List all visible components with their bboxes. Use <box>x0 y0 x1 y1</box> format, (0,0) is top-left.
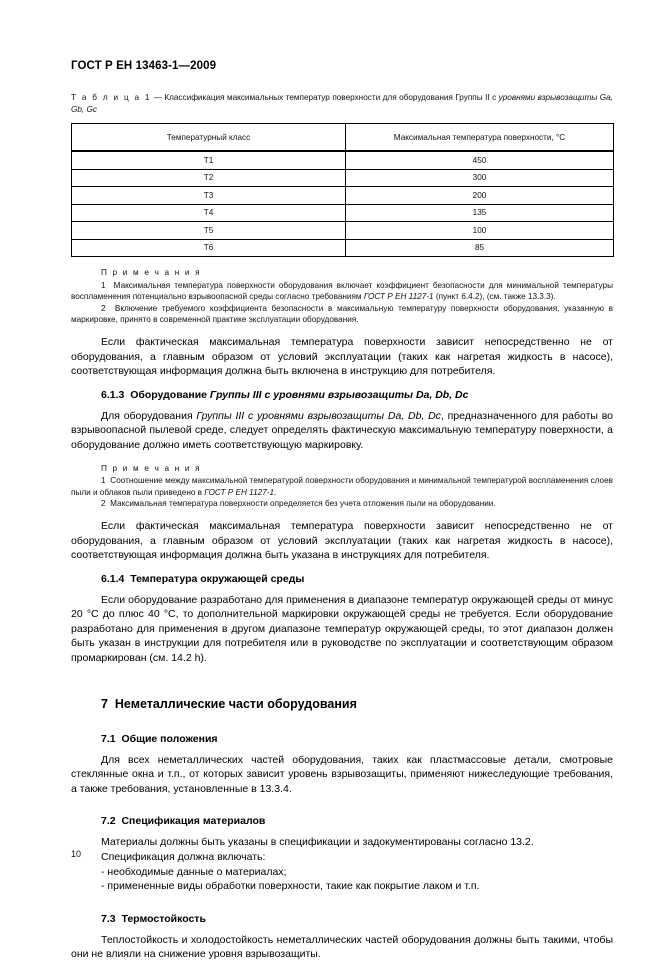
note-text-tail: (пункт 6.4.2), (см. также 13.3.3). <box>433 292 556 302</box>
table-caption <box>71 92 613 116</box>
paragraph-text-b: , предназначенного для работы во взрывоопасной пылевой среде, следует определять фактическую максимальную температуру поверхности, а оборудование должно иметь соответствующую маркировку. <box>71 409 614 451</box>
heading-title: Спецификация материалов <box>121 815 266 828</box>
note-text: Максимальная температура поверхности оборудования включает коэффициент безопасности для минимальной температуры воспламенения потенциально взрывоопасной среды согласно требованиям <box>71 280 613 302</box>
note-text: Максимальная температура поверхности определяется без учета отложения пыли на оборудовании. <box>110 499 496 509</box>
note-text-italic: ГОСТ Р ЕН 1127-1 <box>204 487 275 497</box>
table-header-row <box>72 124 614 152</box>
page-content <box>71 92 613 962</box>
table-cell-class: Т5 <box>72 222 346 240</box>
notes-block-1 <box>71 267 613 326</box>
paragraph-7-2-body-2: Спецификация должна включать: <box>101 851 266 864</box>
paragraph-7-2-body-1: Материалы должны быть указаны в спецификации и задокументированы согласно 13.2. <box>101 836 534 849</box>
table-row <box>72 151 614 169</box>
heading-number: 7 <box>101 696 108 711</box>
heading-section-7 <box>71 696 613 712</box>
heading-7-3 <box>71 912 613 926</box>
note-text-italic: ГОСТ Р ЕН 1127-1 <box>363 292 434 302</box>
table-cell-class: Т3 <box>72 187 346 205</box>
list-item-surface-treatment: - примененные виды обработки поверхности, такие как покрытие лаком и т.п. <box>101 880 480 893</box>
paragraph-7-1-body: Для всех неметаллических частей оборудования, таких как пластмассовые детали, смотровые стеклянные окна и т.п., от которых зависит уровень взрывозащиты, применяют нижеследующие требования, а также требования, установленные в 13.3.4. <box>71 753 613 795</box>
table-row <box>72 239 614 257</box>
note-text: Соотношение между максимальной температурой поверхности оборудования и минимальной температурой воспламенения слоев пыли и облаков пыли приведено в <box>71 476 613 497</box>
table-cell-class: Т6 <box>72 239 346 257</box>
table-cell-temp: 85 <box>346 239 614 257</box>
heading-6-1-4 <box>71 572 613 586</box>
table-caption-text: Классификация максимальных температур поверхности для оборудования Группы II с <box>164 93 499 102</box>
heading-title-italic: Группы III с уровнями взрывозащиты Da, Db, Dc <box>209 388 469 401</box>
note-number: 1 <box>101 280 106 290</box>
table-row <box>72 169 614 187</box>
heading-number: 7.3 <box>101 912 116 925</box>
page-number: 10 <box>71 849 82 859</box>
note-text-tail: . <box>274 487 277 497</box>
table-row <box>72 187 614 205</box>
heading-6-1-3 <box>71 388 613 402</box>
heading-title: Неметаллические части оборудования <box>114 696 357 711</box>
note-number: 2 <box>101 303 106 313</box>
table-row <box>72 222 614 240</box>
heading-number: 7.2 <box>101 815 116 828</box>
note-item <box>71 280 613 303</box>
paragraph-after-table: Если фактическая максимальная температура поверхности зависит непосредственно не от оборудования, а главным образом от условий эксплуатации (таких как нагретая жидкость в насосе), соответствующая информация должна быть включена в инструкцию для потребителя. <box>71 335 613 378</box>
notes-block-2 <box>71 463 613 510</box>
heading-7-2 <box>71 814 613 828</box>
table-cell-temp: 135 <box>346 204 614 222</box>
paragraph-text-a: Для оборудования <box>101 409 197 422</box>
heading-number: 6.1.3 <box>101 388 125 401</box>
table-caption-dash: — <box>151 93 165 102</box>
temperature-class-table <box>71 123 614 257</box>
note-number: 1 <box>101 476 106 486</box>
list-item-materials-data: - необходимые данные о материалах; <box>101 865 287 878</box>
table-cell-class: Т2 <box>72 169 346 187</box>
paragraph-6-1-4-body: Если оборудование разработано для применения в диапазоне температур окружающей среды от минус 20 °С до плюс 40 °С, то дополнительной маркировки окружающей среды не требуется. Если оборудование разработано для применения в другом диапазоне температур окружающей среды, то этот диапазон должен быть указан в инструкции для потребителя или в руководстве по эксплуатации и соответствующим образом промаркирован (см. 14.2 h). <box>71 593 613 665</box>
note-text: Включение требуемого коэффициента безопасности в максимальную температуру поверхности оборудования, указанную в маркировке, принято в современной практике эксплуатации оборудования. <box>71 303 613 325</box>
table-cell-temp: 450 <box>346 151 614 169</box>
notes-title: П р и м е ч а н и я <box>101 268 202 277</box>
table-cell-temp: 200 <box>346 187 614 205</box>
page-header-standard-number: ГОСТ Р ЕН 13463-1—2009 <box>71 60 217 72</box>
table-cell-class: Т4 <box>72 204 346 222</box>
table-caption-italic: уровнями взрывозащиты Ga, Gb, Gc <box>71 93 613 114</box>
notes-title: П р и м е ч а н и я <box>101 463 202 473</box>
table-caption-label: Т а б л и ц а 1 <box>71 93 152 102</box>
table-cell-class: Т1 <box>72 151 346 169</box>
heading-7-1 <box>71 732 613 746</box>
heading-title-upright: Оборудование <box>130 388 210 401</box>
note-item <box>71 303 613 326</box>
note-item <box>71 475 613 498</box>
table-header-cell-class: Температурный класс <box>72 124 346 152</box>
heading-number: 7.1 <box>101 732 116 745</box>
heading-title: Температура окружающей среды <box>130 572 305 585</box>
note-item <box>71 498 613 510</box>
table-cell-temp: 100 <box>346 222 614 240</box>
paragraph-text-italic: Группы III с уровнями взрывозащиты Da, Db, Dc <box>196 409 441 422</box>
heading-title: Общие положения <box>121 732 218 745</box>
table-header-cell-temp: Максимальная температура поверхности, °С <box>346 124 614 152</box>
paragraph-6-1-3-body <box>71 409 613 453</box>
paragraph-7-3-body: Теплостойкость и холодостойкость неметаллических частей оборудования должны быть такими, чтобы они не влияли на снижение уровня взрывозащиты. <box>71 933 613 961</box>
table-row <box>72 204 614 222</box>
paragraph-after-notes-2: Если фактическая максимальная температура поверхности зависит непосредственно не от оборудования, а главным образом от условий эксплуатации (таких как нагретая жидкость в насосе), соответствующая информация должна быть указана в инструкциях для потребителя. <box>71 519 613 562</box>
heading-number: 6.1.4 <box>101 572 125 585</box>
note-number: 2 <box>101 499 106 509</box>
heading-title: Термостойкость <box>121 912 206 925</box>
table-cell-temp: 300 <box>346 169 614 187</box>
